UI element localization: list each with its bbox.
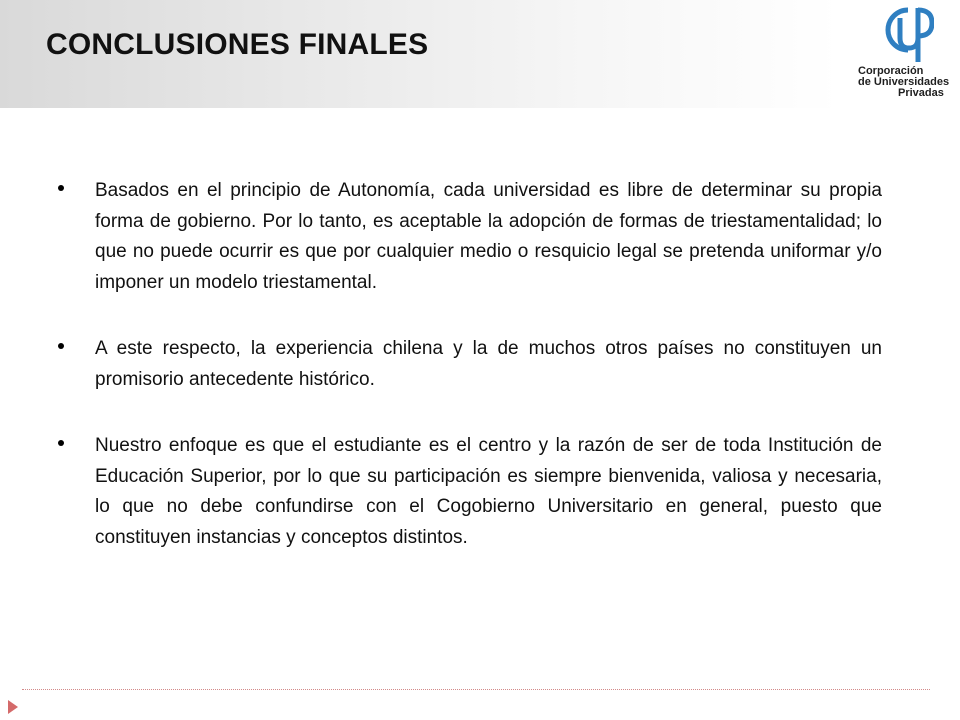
bullet-list — [58, 176, 882, 589]
cup-logo — [852, 4, 960, 104]
bullet-dot-icon — [58, 343, 64, 349]
bullet-text: Nuestro enfoque es que el estudiante es el centro y la razón de ser de toda Institución de Educación Superior, por lo que su participación es siempre bienvenida, valiosa y necesaria, lo que no debe confundirse con el Cogobierno Universitario en general, puesto que constituyen instancias y conceptos distintos. — [95, 435, 882, 548]
bullet-dot-icon — [58, 440, 64, 446]
logo-line-1: Corporación — [858, 65, 924, 77]
logo-wordmark — [858, 66, 958, 99]
cup-monogram-icon — [878, 4, 934, 64]
logo-line-3: Privadas — [898, 87, 944, 99]
bullet-item — [58, 431, 882, 553]
bullet-dot-icon — [58, 185, 64, 191]
triangle-right-icon — [8, 700, 18, 714]
bullet-item — [58, 334, 882, 395]
footer-divider — [22, 689, 930, 690]
page-title: CONCLUSIONES FINALES — [46, 28, 429, 61]
bullet-text: A este respecto, la experiencia chilena y la de muchos otros países no constituyen un promisorio antecedente histórico. — [95, 338, 882, 390]
logo-line-2: de Universidades — [858, 76, 950, 88]
bullet-item — [58, 176, 882, 298]
bullet-text: Basados en el principio de Autonomía, cada universidad es libre de determinar su propia forma de gobierno. Por lo tanto, es aceptable la adopción de formas de triestamentalidad; lo que no puede ocurrir es que por cualquier medio o resquicio legal se pretenda uniformar y/o imponer un modelo triestamental. — [95, 180, 882, 293]
